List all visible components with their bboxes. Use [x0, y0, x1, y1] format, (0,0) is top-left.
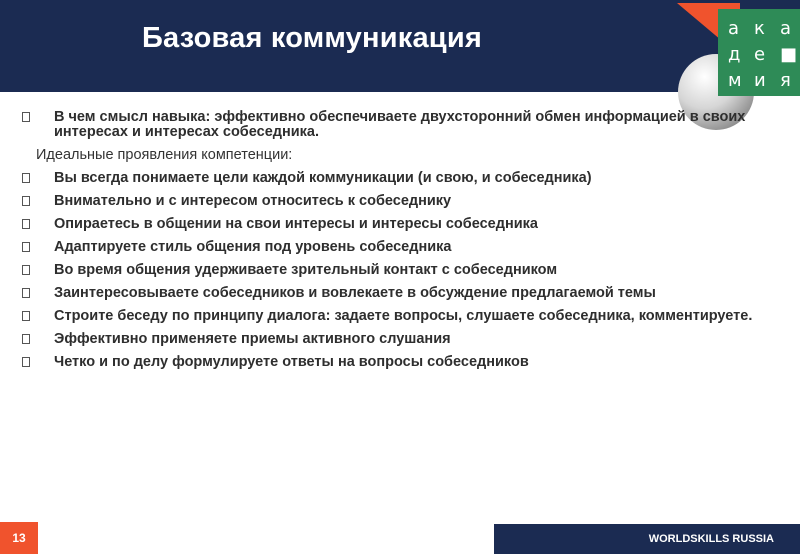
logo-letter: д — [728, 44, 741, 65]
logo-letters — [726, 2, 800, 92]
logo-letter: я — [780, 70, 791, 91]
header-bar — [0, 0, 800, 92]
footer-brand — [494, 524, 800, 554]
page-title: Базовая коммуникация — [142, 22, 482, 54]
list-item — [22, 286, 782, 301]
logo-letter: к — [754, 18, 765, 39]
list-item-text: Строите беседу по принципу диалога: задаете вопросы, слушаете собеседника, комментируете. — [54, 308, 753, 324]
bullet-icon — [22, 242, 30, 252]
bullet-icon — [22, 112, 30, 122]
logo-letter: и — [754, 70, 766, 91]
subheading — [22, 148, 782, 163]
bullet-icon — [22, 288, 30, 298]
bullet-icon — [22, 311, 30, 321]
list-item-text: Вы всегда понимаете цели каждой коммуникации (и свою, и собеседника) — [54, 170, 592, 186]
list-item-text: Четко и по делу формулируете ответы на вопросы собеседников — [54, 354, 529, 370]
bullet-icon — [22, 219, 30, 229]
list-item — [22, 355, 782, 370]
list-item — [22, 171, 782, 186]
list-item-text: Опираетесь в общении на свои интересы и интересы собеседника — [54, 216, 538, 232]
logo-letter: а — [728, 18, 740, 39]
bullet-icon — [22, 265, 30, 275]
bullet-icon — [22, 334, 30, 344]
bullet-icon — [22, 173, 30, 183]
list-item-text: Во время общения удерживаете зрительный контакт с собеседником — [54, 262, 558, 278]
list-item — [22, 309, 782, 324]
list-item-text: Заинтересовываете собеседников и вовлекаете в обсуждение предлагаемой темы — [54, 285, 656, 301]
logo-letter: ■ — [780, 44, 798, 65]
subheading-text: Идеальные проявления компетенции: — [36, 147, 293, 163]
list-item — [22, 240, 782, 255]
list-item-text: Эффективно применяете приемы активного слушания — [54, 331, 451, 347]
logo-letter: е — [754, 44, 766, 65]
logo-letter: м — [728, 70, 742, 91]
logo-letter: а — [780, 18, 792, 39]
list-item — [22, 110, 782, 140]
list-item — [22, 194, 782, 209]
intro-text: В чем смысл навыка: эффективно обеспечиваете двухсторонний обмен информацией в своих интересах и интересах собеседника. — [54, 109, 746, 140]
list-item — [22, 217, 782, 232]
bullet-icon — [22, 357, 30, 367]
brand-text: WORLDSKILLS RUSSIA — [648, 533, 774, 545]
bullet-icon — [22, 196, 30, 206]
page-number: 13 — [0, 522, 38, 554]
list-item — [22, 332, 782, 347]
list-item-text: Внимательно и с интересом относитесь к собеседнику — [54, 193, 452, 209]
list-item — [22, 263, 782, 278]
competency-list — [22, 110, 782, 378]
list-item-text: Адаптируете стиль общения под уровень собеседника — [54, 239, 452, 255]
